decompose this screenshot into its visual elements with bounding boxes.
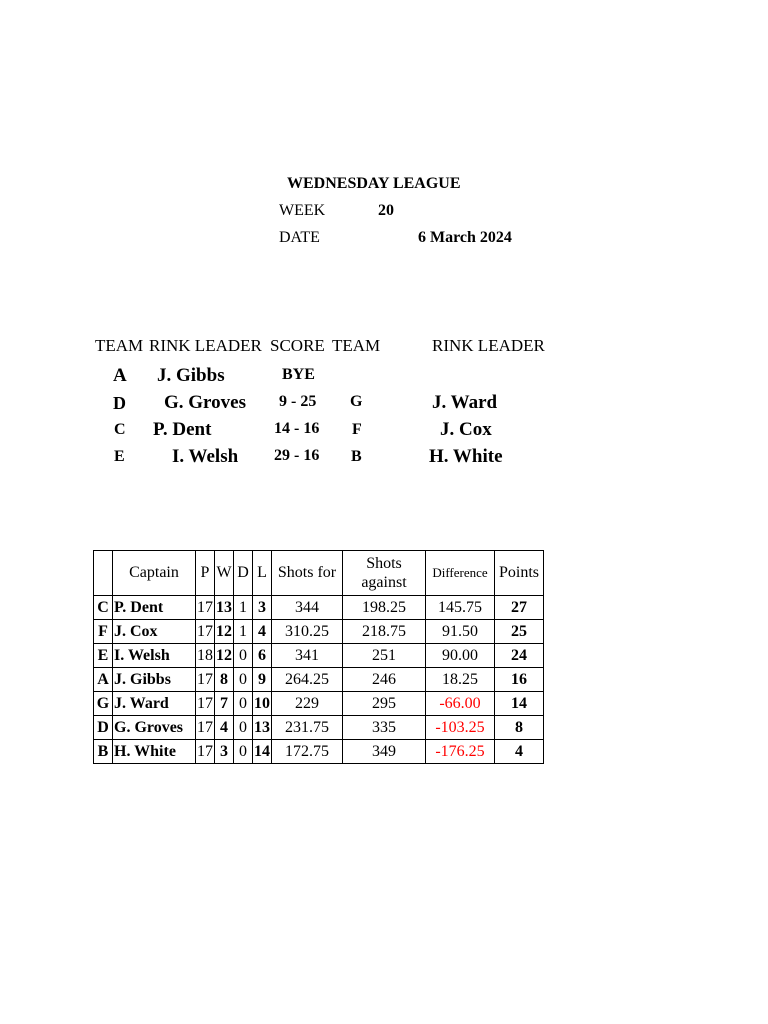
row-won: 3 (215, 740, 234, 764)
row-shots-for: 172.75 (272, 740, 343, 764)
row-played: 17 (196, 692, 215, 716)
row-shots-for: 264.25 (272, 668, 343, 692)
table-row (94, 644, 544, 668)
row-points: 27 (495, 596, 544, 620)
row-points: 16 (495, 668, 544, 692)
row-lost: 4 (253, 620, 272, 644)
row-captain: J. Cox (113, 620, 196, 644)
date-label: DATE (279, 229, 320, 246)
header-lost: L (253, 551, 272, 596)
fixture-team-2: B (351, 448, 362, 465)
table-row (94, 716, 544, 740)
row-won: 12 (215, 620, 234, 644)
fixture-team-2: G (350, 393, 363, 410)
row-drawn: 0 (234, 668, 253, 692)
week-label: WEEK (279, 202, 326, 219)
row-shots-for: 231.75 (272, 716, 343, 740)
fixture-leader-2: J. Ward (432, 392, 498, 413)
table-header-row (94, 551, 544, 596)
row-won: 12 (215, 644, 234, 668)
row-lost: 9 (253, 668, 272, 692)
header-points: Points (495, 551, 544, 596)
row-difference: 90.00 (426, 644, 495, 668)
date-value: 6 March 2024 (418, 229, 512, 246)
row-won: 8 (215, 668, 234, 692)
league-table (93, 550, 544, 764)
row-team-letter: E (94, 644, 113, 668)
row-shots-for: 229 (272, 692, 343, 716)
fixture-leader-1: P. Dent (153, 419, 212, 440)
fixture-leader-2: J. Cox (440, 419, 492, 440)
row-won: 13 (215, 596, 234, 620)
row-captain: G. Groves (113, 716, 196, 740)
row-shots-for: 310.25 (272, 620, 343, 644)
fixture-team-1: E (114, 448, 125, 465)
row-points: 24 (495, 644, 544, 668)
row-shots-for: 344 (272, 596, 343, 620)
row-captain: I. Welsh (113, 644, 196, 668)
row-captain: J. Gibbs (113, 668, 196, 692)
header-shots-for: Shots for (272, 551, 343, 596)
row-captain: J. Ward (113, 692, 196, 716)
fixture-score: 9 - 25 (279, 393, 317, 410)
fixtures-header-rink-leader-2: RINK LEADER (432, 336, 545, 355)
header-drawn: D (234, 551, 253, 596)
row-played: 17 (196, 740, 215, 764)
table-row (94, 692, 544, 716)
fixture-team-2: F (352, 421, 362, 438)
row-played: 17 (196, 668, 215, 692)
row-drawn: 1 (234, 620, 253, 644)
row-won: 4 (215, 716, 234, 740)
row-drawn: 0 (234, 644, 253, 668)
fixture-leader-2: H. White (429, 446, 503, 467)
row-difference: -176.25 (426, 740, 495, 764)
fixture-team-1: C (114, 421, 126, 438)
row-shots-against: 349 (343, 740, 426, 764)
row-difference: 145.75 (426, 596, 495, 620)
row-captain: P. Dent (113, 596, 196, 620)
fixture-score: 14 - 16 (274, 420, 320, 437)
row-difference: 18.25 (426, 668, 495, 692)
fixture-team-1: A (113, 365, 127, 386)
row-shots-against: 218.75 (343, 620, 426, 644)
row-shots-against: 295 (343, 692, 426, 716)
row-drawn: 1 (234, 596, 253, 620)
fixtures-header-team-2: TEAM (332, 336, 381, 355)
fixture-leader-1: I. Welsh (172, 446, 239, 467)
row-points: 14 (495, 692, 544, 716)
row-points: 4 (495, 740, 544, 764)
row-team-letter: C (94, 596, 113, 620)
table-row (94, 668, 544, 692)
row-team-letter: F (94, 620, 113, 644)
row-lost: 13 (253, 716, 272, 740)
table-row (94, 620, 544, 644)
row-won: 7 (215, 692, 234, 716)
row-team-letter: G (94, 692, 113, 716)
fixture-leader-1: G. Groves (164, 392, 246, 413)
row-shots-against: 251 (343, 644, 426, 668)
row-played: 17 (196, 620, 215, 644)
row-played: 17 (196, 716, 215, 740)
fixture-score: BYE (282, 366, 315, 383)
row-difference: -66.00 (426, 692, 495, 716)
row-lost: 6 (253, 644, 272, 668)
week-value: 20 (378, 202, 394, 219)
table-row (94, 596, 544, 620)
row-shots-for: 341 (272, 644, 343, 668)
header-won: W (215, 551, 234, 596)
table-row (94, 740, 544, 764)
row-lost: 10 (253, 692, 272, 716)
row-lost: 3 (253, 596, 272, 620)
header-captain: Captain (113, 551, 196, 596)
fixture-team-1: D (113, 393, 126, 413)
fixtures-header-rink-leader-1: RINK LEADER (149, 336, 262, 355)
header-shots-against: Shots against (343, 551, 426, 596)
row-shots-against: 198.25 (343, 596, 426, 620)
fixture-leader-1: J. Gibbs (157, 365, 225, 386)
header-difference: Difference (426, 551, 495, 596)
fixtures-header-score: SCORE (270, 336, 325, 355)
row-points: 8 (495, 716, 544, 740)
header-team-letter (94, 551, 113, 596)
row-team-letter: B (94, 740, 113, 764)
league-title: WEDNESDAY LEAGUE (287, 175, 461, 192)
row-captain: H. White (113, 740, 196, 764)
row-shots-against: 246 (343, 668, 426, 692)
row-difference: -103.25 (426, 716, 495, 740)
row-team-letter: A (94, 668, 113, 692)
header-played: P (196, 551, 215, 596)
fixture-score: 29 - 16 (274, 447, 320, 464)
row-drawn: 0 (234, 740, 253, 764)
fixtures-header-team-1: TEAM (95, 336, 144, 355)
row-drawn: 0 (234, 716, 253, 740)
row-played: 18 (196, 644, 215, 668)
row-team-letter: D (94, 716, 113, 740)
row-difference: 91.50 (426, 620, 495, 644)
row-points: 25 (495, 620, 544, 644)
row-lost: 14 (253, 740, 272, 764)
row-played: 17 (196, 596, 215, 620)
row-shots-against: 335 (343, 716, 426, 740)
row-drawn: 0 (234, 692, 253, 716)
